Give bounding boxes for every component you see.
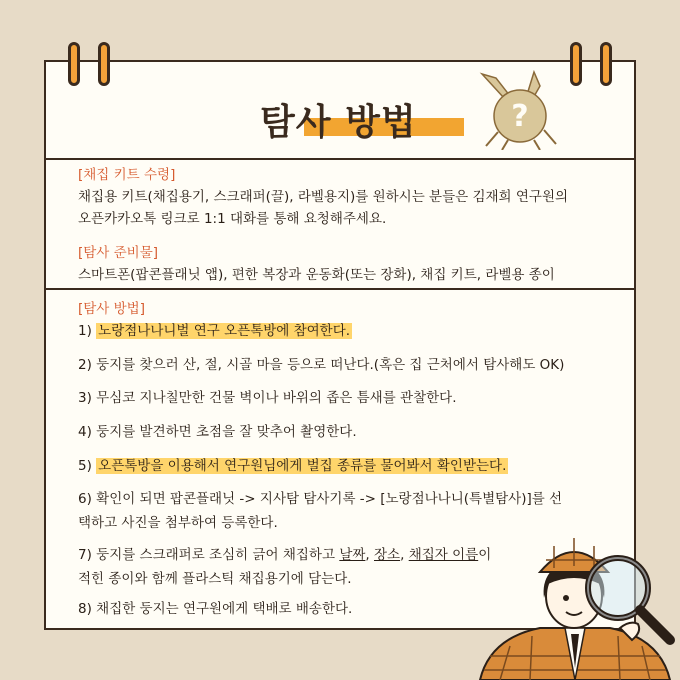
step-number: 5)	[78, 458, 97, 474]
method-step-2: 2) 둥지를 찾으러 산, 절, 시골 마을 등으로 떠난다.(혹은 집 근처에서 탐사해도 OK)	[78, 357, 565, 373]
step-line: 택하고 사진을 첨부하여 등록한다.	[78, 515, 278, 531]
kit-text-line: 오픈카카오톡 링크로 1:1 대화를 통해 요청해주세요.	[78, 211, 387, 227]
step-line: 6) 확인이 되면 팝콘플래닛 -> 지사탐 탐사기록 -> [노랑점나나니(특별탐사)]를 선	[78, 491, 563, 507]
binder-ring	[68, 42, 80, 86]
supplies-section	[78, 242, 555, 286]
binder-ring	[600, 42, 612, 86]
step-text: 이	[478, 547, 492, 563]
step-text: 7) 둥지를 스크래퍼로 조심히 긁어 채집하고	[78, 547, 340, 563]
separator: ,	[365, 547, 374, 563]
underlined-place: 장소	[374, 547, 401, 563]
kit-heading: [채집 키트 수령]	[78, 167, 176, 183]
title-band	[46, 62, 634, 160]
page-title: 탐사 방법	[260, 102, 417, 143]
step-line	[78, 544, 491, 566]
kit-section	[78, 164, 568, 230]
supplies-heading: [탐사 준비물]	[78, 245, 159, 261]
separator: ,	[400, 547, 409, 563]
kit-text-line: 채집용 키트(채집용기, 스크래퍼(끌), 라벨용지)를 원하시는 분들은 김재희 연구원의	[78, 189, 569, 205]
method-step-3: 3) 무심코 지나칠만한 건물 벽이나 바위의 좁은 틈새를 관찰한다.	[78, 390, 457, 406]
method-step-5	[78, 455, 508, 477]
method-step-1	[78, 320, 352, 342]
highlighted-text: 노랑점나나니벌 연구 오픈톡방에 참여한다.	[98, 323, 351, 339]
method-step-8: 8) 채집한 둥지는 연구원에게 택배로 배송한다.	[78, 601, 353, 617]
method-heading: [탐사 방법]	[78, 301, 145, 317]
step-number: 1)	[78, 323, 97, 339]
supplies-text-line: 스마트폰(팝콘플래닛 앱), 편한 복장과 운동화(또는 장화), 채집 키트, 라벨용 종이	[78, 267, 555, 283]
wasp-question-icon	[474, 68, 564, 150]
underlined-date: 날짜	[339, 547, 366, 563]
underlined-collector: 채집자 이름	[408, 547, 479, 563]
step-line: 적힌 종이와 함께 플라스틱 채집용기에 담는다.	[78, 571, 352, 587]
highlighted-text: 오픈톡방을 이용해서 연구원님에게 벌집 종류를 물어봐서 확인받는다.	[98, 458, 507, 474]
method-step-7	[78, 544, 491, 590]
binder-ring	[98, 42, 110, 86]
binder-ring	[570, 42, 582, 86]
method-step-4: 4) 둥지를 발견하면 초점을 잘 맞추어 촬영한다.	[78, 424, 357, 440]
section-divider	[46, 288, 634, 290]
detective-illustration	[470, 528, 680, 680]
title-wrap	[260, 94, 417, 145]
svg-text:?: ?	[511, 99, 529, 134]
